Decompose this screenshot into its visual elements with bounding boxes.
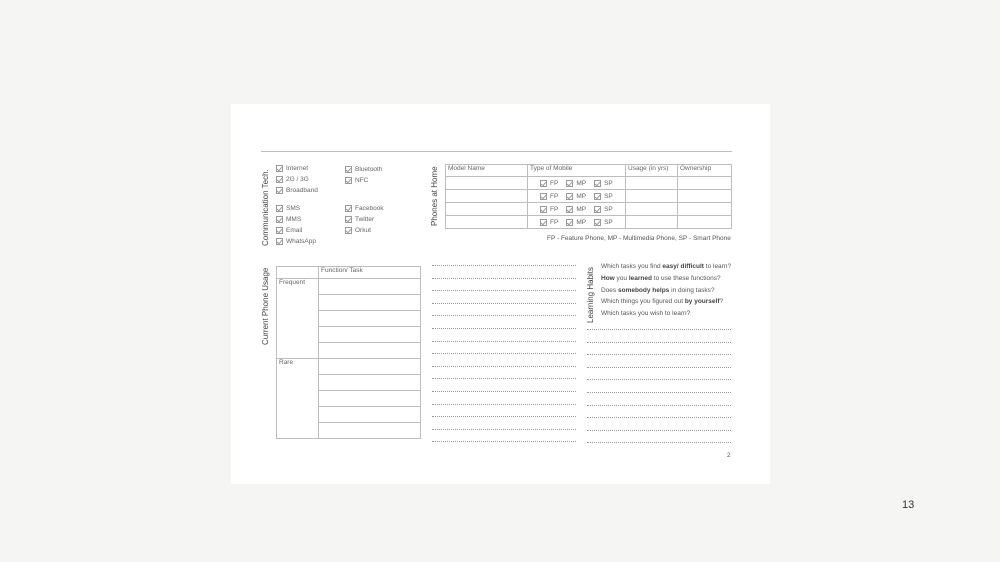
model-name-cell[interactable] [446, 190, 528, 203]
type-cell [528, 177, 626, 190]
task-cell[interactable] [319, 311, 421, 327]
question-somebody-helps: Does somebody helps in doing tasks? [601, 287, 715, 294]
checkbox-icon [276, 216, 283, 223]
writing-line[interactable] [432, 404, 576, 405]
checkbox-icon [566, 193, 573, 200]
type-option-fp[interactable]: FP [540, 206, 558, 213]
writing-line[interactable] [432, 391, 576, 392]
checkbox-broadband[interactable]: Broadband [276, 186, 318, 195]
writing-line[interactable] [587, 430, 731, 431]
writing-line[interactable] [587, 367, 731, 368]
usage-cell[interactable] [626, 216, 678, 229]
writing-line[interactable] [432, 353, 576, 354]
model-name-cell[interactable] [446, 203, 528, 216]
checkbox-icon [540, 180, 547, 187]
task-cell[interactable] [319, 391, 421, 407]
writing-line[interactable] [432, 265, 576, 266]
ownership-cell[interactable] [678, 177, 732, 190]
table-row [446, 216, 732, 229]
checkbox-email[interactable]: Email [276, 226, 302, 235]
checkbox-icon [345, 227, 352, 234]
checkbox-whatsapp[interactable]: WhatsApp [276, 237, 316, 246]
type-option-fp[interactable]: FP [540, 219, 558, 226]
writing-line[interactable] [587, 354, 731, 355]
type-cell [528, 190, 626, 203]
checkbox-icon [276, 238, 283, 245]
checkbox-bluetooth[interactable]: Bluetooth [345, 165, 382, 174]
type-option-sp[interactable]: SP [594, 219, 613, 226]
checkbox-icon [540, 193, 547, 200]
usage-cell[interactable] [626, 190, 678, 203]
table-row [446, 190, 732, 203]
writing-line[interactable] [587, 329, 731, 330]
checkbox-icon [345, 166, 352, 173]
learning-habits-label: Learning Habits [586, 266, 595, 323]
checkbox-icon [276, 187, 283, 194]
ownership-cell[interactable] [678, 190, 732, 203]
task-cell[interactable] [319, 359, 421, 375]
writing-line[interactable] [432, 315, 576, 316]
header-function-task: Function/ Task [319, 267, 421, 279]
checkbox-icon [276, 176, 283, 183]
header-divider [261, 151, 732, 152]
checkbox-icon [594, 206, 601, 213]
type-cell [528, 216, 626, 229]
type-option-sp[interactable]: SP [594, 206, 613, 213]
page-number: 2 [727, 452, 731, 459]
question-by-yourself: Which things you figured out by yourself? [601, 298, 724, 305]
worksheet-page [231, 104, 770, 484]
writing-line[interactable] [432, 341, 576, 342]
question-how-learned: How you learned to use these functions? [601, 275, 721, 282]
writing-line[interactable] [587, 342, 731, 343]
writing-line[interactable] [432, 441, 576, 442]
writing-line[interactable] [432, 303, 576, 304]
type-option-fp[interactable]: FP [540, 180, 558, 187]
checkbox-icon [345, 216, 352, 223]
writing-line[interactable] [432, 366, 576, 367]
task-cell[interactable] [319, 327, 421, 343]
slide-number: 13 [902, 499, 915, 511]
type-option-sp[interactable]: SP [594, 180, 613, 187]
checkbox-icon [540, 206, 547, 213]
checkbox-facebook[interactable]: Facebook [345, 204, 384, 213]
type-option-mp[interactable]: MP [566, 206, 586, 213]
checkbox-2g3g[interactable]: 2G / 3G [276, 175, 309, 184]
writing-line[interactable] [587, 417, 731, 418]
checkbox-icon [276, 205, 283, 212]
ownership-cell[interactable] [678, 216, 732, 229]
model-name-cell[interactable] [446, 216, 528, 229]
checkbox-icon [594, 219, 601, 226]
checkbox-icon [345, 177, 352, 184]
checkbox-icon [276, 227, 283, 234]
question-wish-to-learn: Which tasks you wish to learn? [601, 310, 691, 317]
task-cell[interactable] [319, 343, 421, 359]
phones-at-home-table [445, 164, 732, 229]
writing-line[interactable] [432, 416, 576, 417]
task-cell[interactable] [319, 407, 421, 423]
checkbox-icon [566, 206, 573, 213]
type-option-fp[interactable]: FP [540, 193, 558, 200]
checkbox-mms[interactable]: MMS [276, 215, 301, 224]
checkbox-nfc[interactable]: NFC [345, 176, 368, 185]
task-cell[interactable] [319, 423, 421, 439]
checkbox-twitter[interactable]: Twitter [345, 215, 374, 224]
model-name-cell[interactable] [446, 177, 528, 190]
writing-line[interactable] [587, 405, 731, 406]
writing-line[interactable] [587, 392, 731, 393]
type-cell [528, 203, 626, 216]
ownership-cell[interactable] [678, 203, 732, 216]
header-type-of-mobile: Type of Mobile [528, 165, 626, 177]
rare-label: Rare [277, 359, 319, 439]
checkbox-icon [345, 205, 352, 212]
header-usage: Usage (in yrs) [626, 165, 678, 177]
type-option-mp[interactable]: MP [566, 219, 586, 226]
question-easy-difficult: Which tasks you find easy/ difficult to learn? [601, 263, 732, 270]
writing-line[interactable] [432, 278, 576, 279]
type-option-sp[interactable]: SP [594, 193, 613, 200]
checkbox-sms[interactable]: SMS [276, 204, 300, 213]
writing-line[interactable] [587, 442, 731, 443]
writing-line[interactable] [432, 429, 576, 430]
checkbox-icon [276, 165, 283, 172]
table-row [446, 177, 732, 190]
table-row [446, 203, 732, 216]
checkbox-icon [566, 180, 573, 187]
header-ownership: Ownership [678, 165, 732, 177]
task-cell[interactable] [319, 375, 421, 391]
checkbox-icon [594, 180, 601, 187]
checkbox-icon [566, 219, 573, 226]
header-model-name: Model Name [446, 165, 528, 177]
checkbox-icon [594, 193, 601, 200]
mobile-type-legend: FP - Feature Phone, MP - Multimedia Phone, SP - Smart Phone [547, 235, 731, 242]
usage-cell[interactable] [626, 177, 678, 190]
current-phone-usage-table [276, 266, 421, 439]
checkbox-orkut[interactable]: Orkut [345, 226, 371, 235]
writing-line[interactable] [432, 378, 576, 379]
usage-cell[interactable] [626, 203, 678, 216]
writing-line[interactable] [587, 379, 731, 380]
type-option-mp[interactable]: MP [566, 180, 586, 187]
writing-line[interactable] [432, 290, 576, 291]
task-cell[interactable] [319, 295, 421, 311]
phones-at-home-label: Phones at Home [430, 166, 439, 226]
current-phone-usage-label: Current Phone Usage [261, 267, 270, 345]
checkbox-icon [540, 219, 547, 226]
type-option-mp[interactable]: MP [566, 193, 586, 200]
task-cell[interactable] [319, 279, 421, 295]
frequent-label: Frequent [277, 279, 319, 359]
checkbox-internet[interactable]: Internet [276, 164, 308, 173]
writing-line[interactable] [432, 328, 576, 329]
communication-tech-label: Communication Tech. [261, 169, 270, 246]
